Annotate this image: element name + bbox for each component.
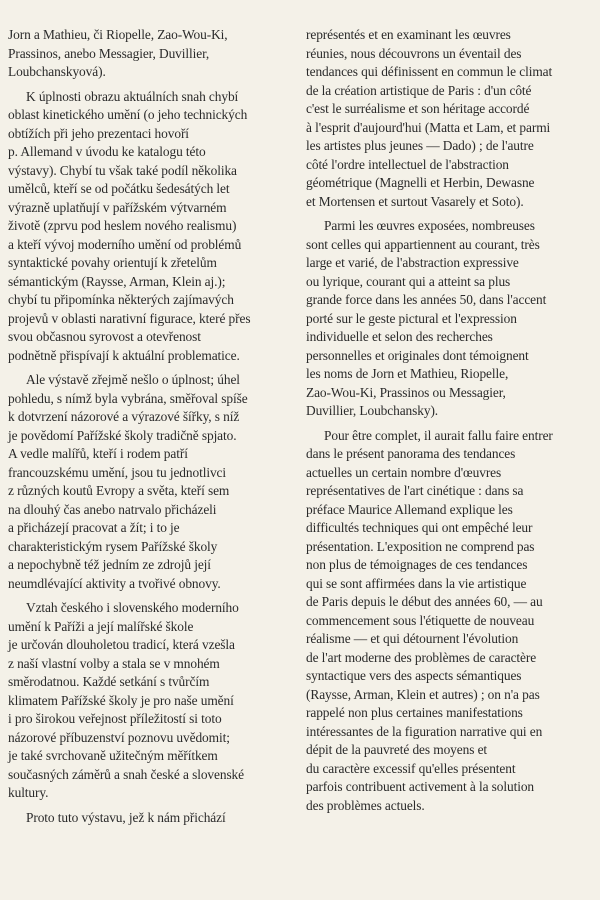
text-line: actuelles un certain nombre d'œuvres — [306, 464, 502, 480]
text-line: Jorn a Mathieu, či Riopelle, Zao-Wou-Ki, — [8, 27, 228, 42]
text-line: géométrique (Magnelli et Herbin, Dewasne — [306, 175, 535, 190]
text-line: à l'esprit d'aujourd'hui (Matta et Lam, et parmi — [306, 119, 551, 135]
text-line: Loubchanskyová). — [8, 64, 106, 79]
text-line: umění k Paříži a její malířské škole — [8, 618, 194, 634]
text-line: Ale výstavě zřejmě nešlo o úplnost; úhel — [26, 372, 240, 387]
text-line: les noms de Jorn et Mathieu, Riopelle, — [306, 366, 509, 381]
text-line: chybí tu připomínka některých zajímavých — [8, 292, 234, 307]
text-line: Duvillier, Loubchansky). — [306, 403, 439, 418]
text-line: projevů v oblasti narativní figurace, které přes — [8, 310, 251, 326]
text-line: qui se sont affirmées dans la vie artistique — [306, 575, 527, 591]
text-line: large et varié, de l'abstraction expressive — [306, 255, 519, 270]
text-line: représentatives de l'art cinétique : dans sa — [306, 483, 524, 498]
text-line: syntaktické povahy orientují k zřetelům — [8, 255, 217, 270]
text-line: neumdlévající aktivity a tvořivé obnovy. — [8, 575, 221, 591]
text-line: de la création artistique de Paris : d'un côté — [306, 82, 532, 98]
text-line: les artistes plus jeunes — Dado) ; de l'autre — [306, 138, 534, 153]
text-line: dépit de la pauvreté des moyens et — [306, 742, 488, 757]
text-line: k dotvrzení názorové a výrazové šířky, s níž — [8, 409, 240, 424]
text-line: z naší vlastní volby a stala se v mnohém — [8, 655, 220, 671]
text-line: sémantickým (Raysse, Arman, Klein aj.); — [8, 273, 226, 289]
text-line: i pro širokou veřejnost příležitostí si toto — [8, 711, 222, 726]
text-line: grande force dans les années 50, dans l'accent — [306, 292, 547, 307]
text-line: umělců, kteří se od počátku šedesátých let — [8, 181, 230, 196]
text-line: côté l'ordre intellectuel de l'abstraction — [306, 156, 509, 172]
text-line: výrazně uplatňují v pařížském výtvarném — [8, 199, 227, 215]
text-line: du caractère excessif qu'elles présentent — [306, 760, 516, 776]
text-line: réunies, nous découvrons un éventail des — [306, 45, 522, 61]
text-line: Pour être complet, il aurait fallu faire entrer — [324, 427, 553, 443]
text-line: c'est le surréalisme et son héritage accordé — [306, 101, 530, 116]
text-line: francouzskému umění, jsou tu jednotlivci — [8, 464, 227, 480]
text-line: personnelles et originales dont témoignent — [306, 347, 529, 363]
text-line: a nepochybně též jedním ze zdrojů její — [8, 557, 211, 572]
text-line: z různých koutů Evropy a světa, kteří sem — [8, 483, 230, 498]
text-line: svou občasnou syrovost a otevřenost — [8, 329, 201, 344]
text-line: dans le présent panorama des tendances — [306, 446, 516, 461]
french-text-column — [306, 26, 594, 815]
text-line: podnětně přispívají k aktuální problematice. — [8, 347, 240, 363]
czech-paragraph — [8, 809, 293, 828]
text-line: préface Maurice Allemand explique les — [306, 501, 513, 517]
text-line: Parmi les œuvres exposées, nombreuses — [324, 218, 535, 233]
text-line: současných záměrů a snah české a slovenské — [8, 766, 244, 782]
text-line: des problèmes actuels. — [306, 797, 425, 813]
text-line: tendances qui définissent en commun le climat — [306, 64, 553, 79]
czech-paragraph — [8, 26, 293, 82]
text-line: je také svrchovaně užitečným měřítkem — [8, 748, 218, 763]
text-line: représentés et en examinant les œuvres — [306, 27, 511, 42]
text-line: rappelé non plus certaines manifestations — [306, 705, 523, 720]
french-paragraph — [306, 217, 594, 421]
czech-paragraph — [8, 599, 293, 803]
czech-paragraph — [8, 88, 293, 366]
french-paragraph — [306, 427, 594, 816]
text-line: Zao-Wou-Ki, Prassinos ou Messagier, — [306, 384, 506, 400]
text-line: réalisme — et qui détournent l'évolution — [306, 631, 519, 646]
text-line: commencement sous l'étiquette de nouveau — [306, 612, 535, 628]
text-line: A vedle malířů, kteří i rodem patří — [8, 446, 188, 461]
text-line: p. Allemand v úvodu ke katalogu této — [8, 144, 206, 159]
text-line: parfois contribuent activement à la solution — [306, 779, 535, 794]
text-line: syntactique vers des aspects sémantiques — [306, 668, 522, 683]
french-paragraph — [306, 26, 594, 211]
text-line: K úplnosti obrazu aktuálních snah chybí — [26, 88, 239, 104]
text-line: pohledu, s nímž byla vybrána, směřoval spíše — [8, 390, 248, 406]
text-line: ou lyrique, courant qui a atteint sa plus — [306, 273, 511, 289]
text-line: sont celles qui appartiennent au courant, très — [306, 236, 540, 252]
text-line: oblast kinetického umění (o jeho technických — [8, 107, 248, 122]
text-line: individuelle et selon des recherches — [306, 329, 493, 344]
text-line: et Mortensen et surtout Vasarely et Soto). — [306, 193, 524, 209]
text-line: Proto tuto výstavu, jež k nám přichází — [26, 809, 226, 825]
text-line: životě (zprvu pod heslem nového realismu) — [8, 218, 237, 233]
czech-paragraph — [8, 371, 293, 593]
text-line: de Paris depuis le début des années 60, — au — [306, 594, 543, 609]
text-line: směrodatnou. Každé setkání s tvůrčím — [8, 674, 210, 689]
text-line: Prassinos, anebo Messagier, Duvillier, — [8, 45, 210, 61]
text-line: názorové příbuzenství poznovu uvědomit; — [8, 729, 230, 745]
text-line: Vztah českého i slovenského moderního — [26, 600, 239, 615]
text-line: présentation. L'exposition ne comprend pas — [306, 538, 535, 554]
text-line: klimatem Pařížské školy je pro naše umění — [8, 692, 234, 708]
text-line: a kteří vývoj moderního umění od problémů — [8, 236, 242, 252]
text-line: charakteristickým rysem Pařížské školy — [8, 538, 218, 554]
text-line: de l'art moderne des problèmes de caractère — [306, 649, 537, 665]
text-line: je určován dlouholetou tradicí, která vzešla — [8, 637, 235, 652]
text-line: kultury. — [8, 785, 49, 800]
text-line: (Raysse, Arman, Klein et autres) ; on n'a pas — [306, 686, 540, 702]
text-line: a přicházejí pracovat a žít; i to je — [8, 520, 180, 535]
text-line: obtížích při jeho prezentaci hovoří — [8, 125, 189, 141]
text-line: difficultés techniques qui ont empêché leur — [306, 520, 533, 535]
text-line: je povědomí Pařížské školy tradičně spjato. — [8, 427, 237, 443]
text-line: non plus de témoignages de ces tendances — [306, 557, 528, 572]
text-line: na dlouhý čas anebo natrvalo přicházeli — [8, 501, 217, 517]
czech-text-column — [8, 26, 293, 827]
text-line: výstavy). Chybí tu však také podíl několika — [8, 162, 237, 178]
text-line: intéressantes de la figuration narrative qui en — [306, 723, 543, 739]
text-line: porté sur le geste pictural et l'expression — [306, 310, 517, 326]
